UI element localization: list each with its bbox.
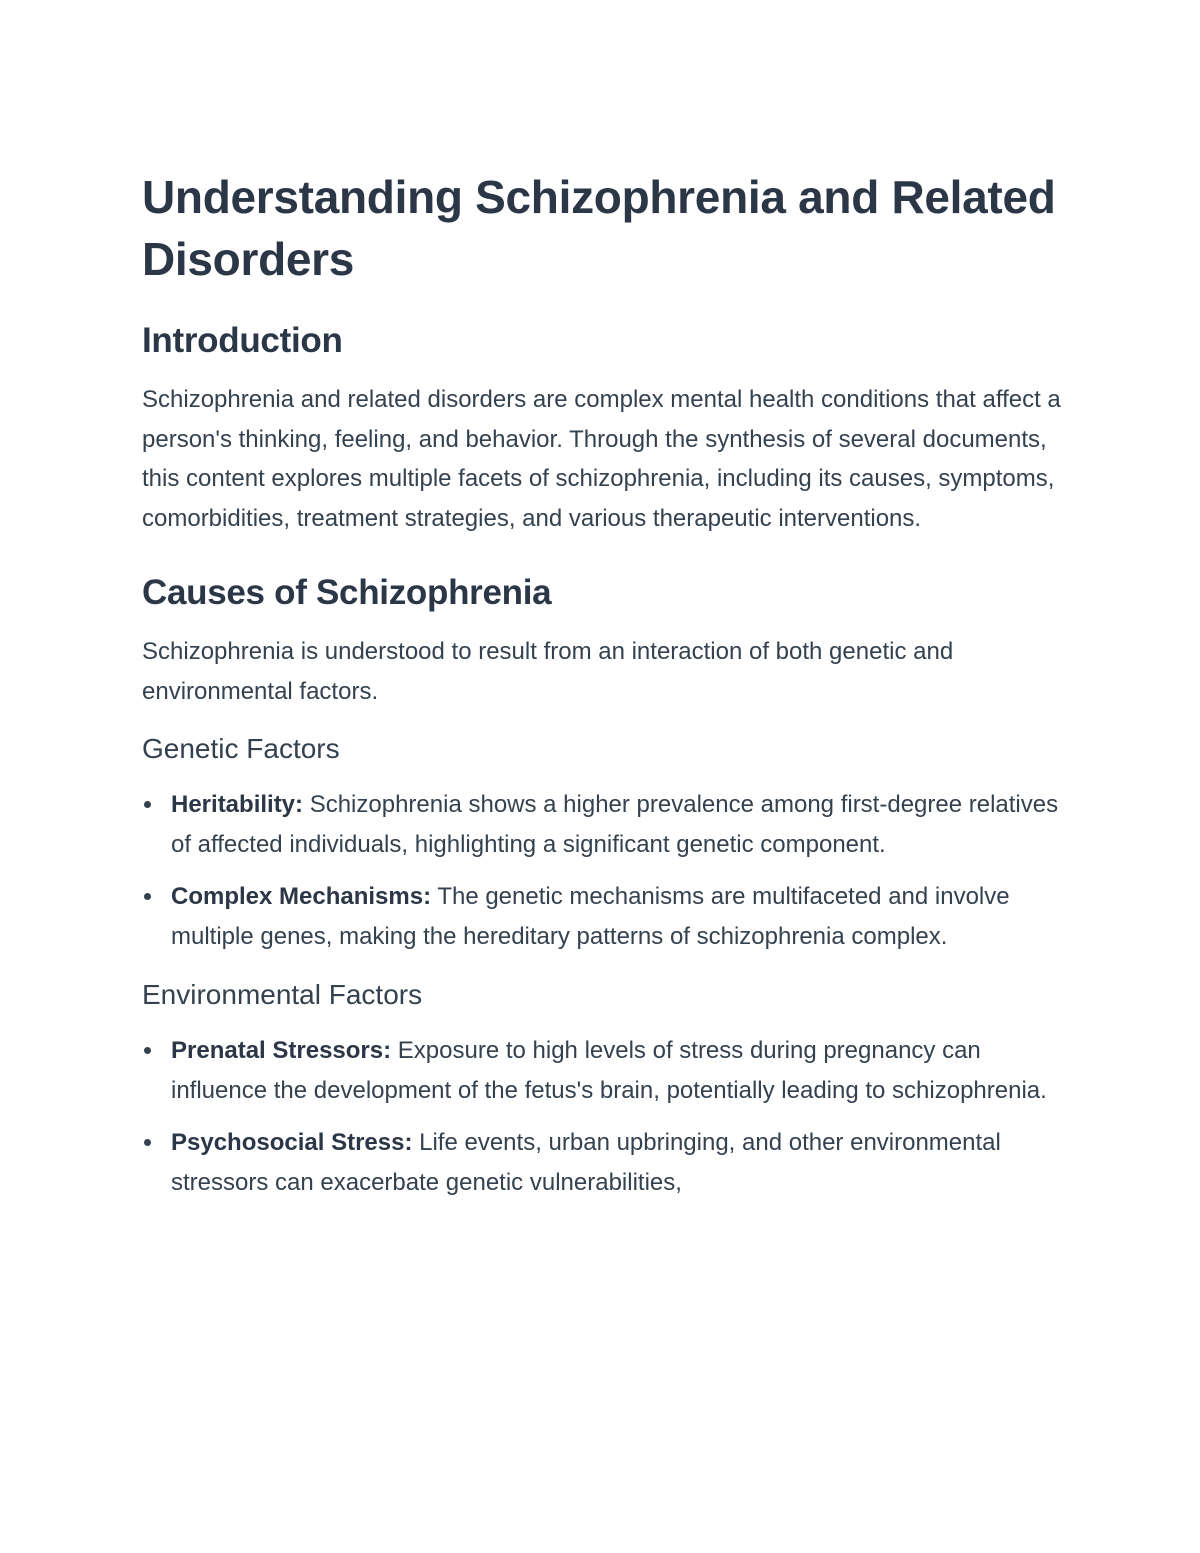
- document-page: [142, 166, 1062, 1215]
- list-item-term: Psychosocial Stress:: [171, 1129, 413, 1156]
- list-item-text: Schizophrenia shows a higher prevalence among first-degree relatives of affected individuals, highlighting a significant genetic component.: [171, 791, 1059, 858]
- list-item-text: Exposure to high levels of stress during pregnancy can influence the development of the fetus's brain, potentially leading to schizophrenia.: [171, 1037, 1047, 1104]
- list-item: [142, 1031, 1062, 1111]
- list-item: [142, 785, 1062, 865]
- list-item-text: Life events, urban upbringing, and other environmental stressors can exacerbate genetic vulnerabilities,: [171, 1129, 1001, 1196]
- introduction-heading: Introduction: [142, 321, 343, 360]
- list-item: [142, 877, 1062, 957]
- environmental-factors-list: [142, 1031, 1062, 1203]
- bullet-icon: [144, 893, 151, 900]
- document-title: Understanding Schizophrenia and Related Disorders: [142, 171, 1056, 285]
- introduction-paragraph: Schizophrenia and related disorders are complex mental health conditions that affect a person's thinking, feeling, and behavior. Through the synthesis of several documents, this content explores multiple facets of schizophrenia, including its causes, symptoms, comorbidities, treatment strategies, and various therapeutic interventions.: [142, 386, 1061, 532]
- bullet-icon: [144, 1047, 151, 1054]
- genetic-factors-heading: Genetic Factors: [142, 733, 340, 764]
- bullet-icon: [144, 801, 151, 808]
- bullet-icon: [144, 1139, 151, 1146]
- list-item-text: The genetic mechanisms are multifaceted and involve multiple genes, making the hereditary patterns of schizophrenia complex.: [171, 883, 1010, 950]
- list-item-term: Complex Mechanisms:: [171, 883, 432, 910]
- genetic-factors-list: [142, 785, 1062, 957]
- list-item-term: Heritability:: [171, 791, 304, 818]
- list-item: [142, 1123, 1062, 1203]
- causes-heading: Causes of Schizophrenia: [142, 573, 552, 612]
- causes-paragraph: Schizophrenia is understood to result from an interaction of both genetic and environmental factors.: [142, 638, 954, 705]
- list-item-term: Prenatal Stressors:: [171, 1037, 392, 1064]
- environmental-factors-heading: Environmental Factors: [142, 979, 423, 1010]
